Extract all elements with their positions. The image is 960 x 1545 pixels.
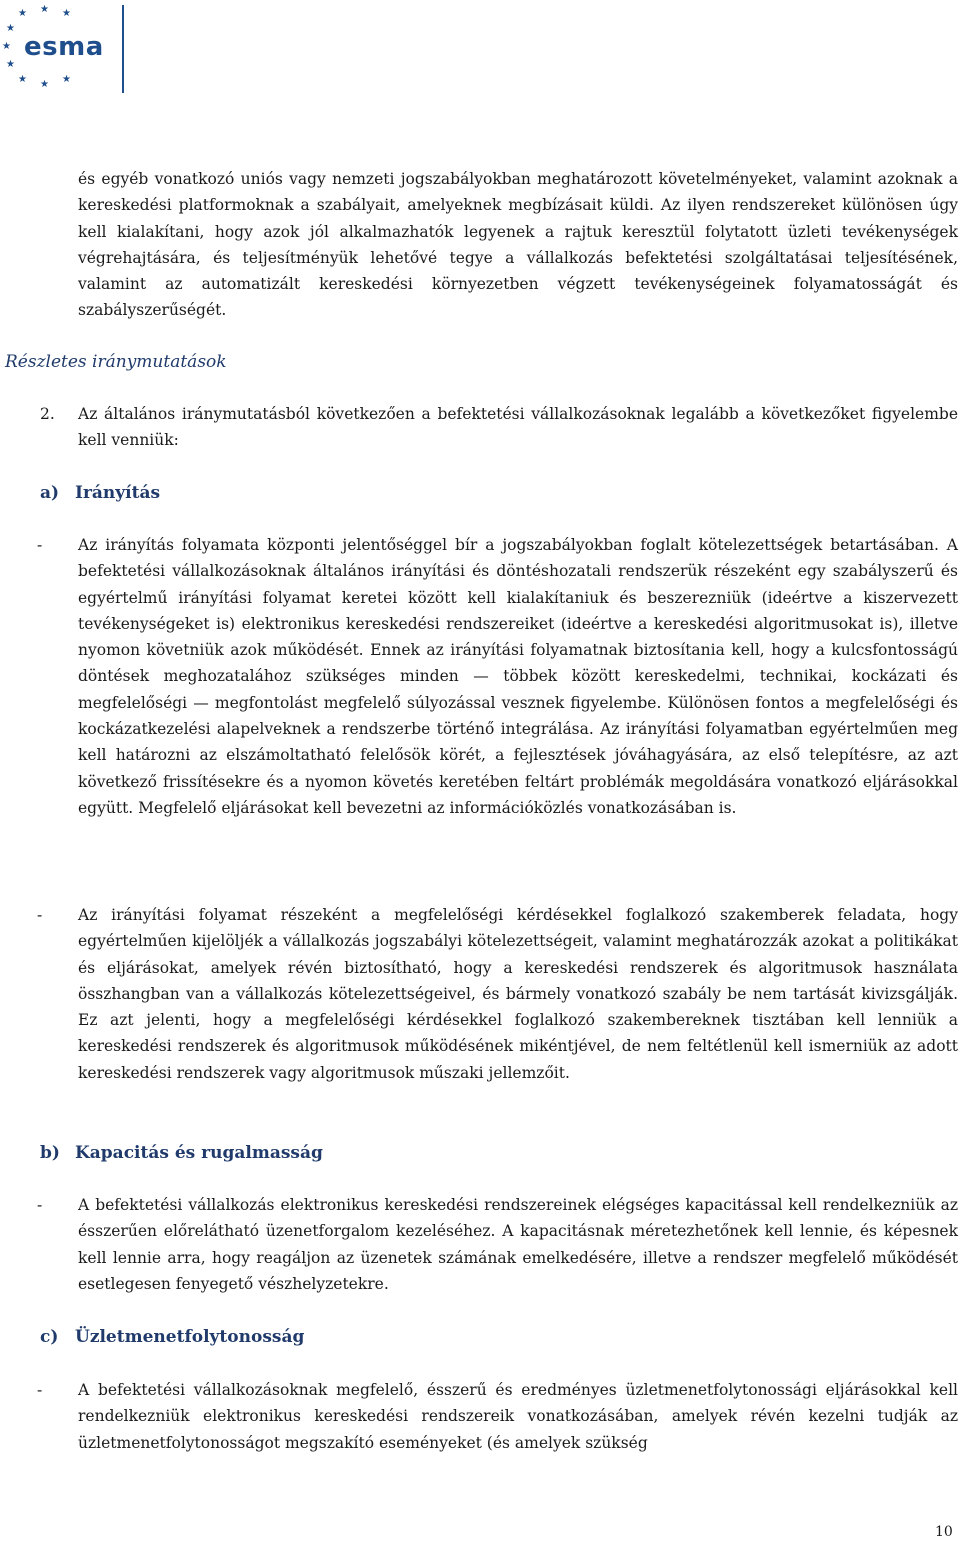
section-a-heading: Irányítás bbox=[75, 483, 161, 503]
bullet-dash: - bbox=[37, 536, 43, 554]
intro-paragraph: és egyéb vonatkozó uniós vagy nemzeti jogszabályokban meghatározott követelményeket, valamint azoknak a kereskedési platformoknak a szabályait, amelyeknek megbízásait küldi. Az ilyen rendszereket különösen úgy kell kialakítani, hogy azok jól alkalmazhatók legyenek a rajtuk keresztül folytatott üzleti tevékenységek végrehajtására, és teljesítményük lehetővé tegye a vállalkozás befektetési szolgáltatásai teljesítésének, valamint az automatizált kereskedési környezetben végzett tevékenységeinek folyamatosságát és szabályszerűségét. bbox=[78, 170, 958, 320]
bullet-dash: - bbox=[37, 1381, 43, 1399]
star-icon: ★ bbox=[18, 8, 27, 19]
star-icon: ★ bbox=[6, 59, 15, 70]
section-c-title bbox=[40, 1324, 304, 1350]
section-a-bullet-1: Az irányítás folyamata központi jelentőséggel bír a jogszabályokban foglalt kötelezettségek betartásában. A befektetési vállalkozásoknak általános irányítási és döntéshozatali rendszerük részeként egy szabályszerű és egyértelmű irányítási folyamat keretei között kell kialakítaniuk és beszerezniük (ideértve a kiszervezett tevékenységeket is) elektronikus kereskedési rendszereiket (ideértve a kereskedési algoritmusokat is), illetve nyomon követniük azok működését. Ennek az irányítási folyamatnak biztosítania kell, hogy a kulcsfontosságú döntések meghozatalához szükséges minden — többek között kereskedelmi, technikai, kockázati és megfelelőségi — megfontolást megfelelő súlyozással vesznek figyelembe. Különösen fontos a megfelelőségi és kockázatkezelési alapelveknek a rendszerbe történő integrálása. Az irányítási folyamatban egyértelműen meg kell határozni az elszámoltatható felelősök körét, a fejlesztések jóváhagyására, az első telepítésre, az azt következő frissítésekre és a nyomon követés keretében feltárt problémák megoldására vonatkozó eljárásokkal együtt. Megfelelő eljárásokat kell bevezetni az információközlés vonatkozásában is. bbox=[78, 536, 958, 817]
section-c-bullet-1: A befektetési vállalkozásoknak megfelelő, ésszerű és eredményes üzletmenetfolytonossági eljárásokkal kell rendelkezniük elektronikus kereskedési rendszereik vonatkozásában, amelyek révén kezelni tudják az üzletmenetfolytonosságot megszakító eseményeket (és amelyek szükség bbox=[78, 1381, 958, 1452]
star-icon: ★ bbox=[62, 74, 71, 85]
guidance-heading: Részletes iránymutatások bbox=[5, 352, 227, 372]
star-icon: ★ bbox=[62, 8, 71, 19]
star-icon: ★ bbox=[18, 74, 27, 85]
star-icon: ★ bbox=[40, 79, 49, 90]
section-c-label: c) bbox=[40, 1327, 59, 1347]
esma-logo bbox=[0, 0, 140, 100]
bullet-dash: - bbox=[37, 906, 43, 924]
star-icon: ★ bbox=[40, 4, 49, 15]
star-icon: ★ bbox=[2, 41, 11, 52]
point-2-text: Az általános iránymutatásból következően a befektetési vállalkozásoknak legalább a következőket figyelembe kell venniük: bbox=[78, 405, 958, 450]
bullet-dash: - bbox=[37, 1196, 43, 1214]
point-number: 2. bbox=[40, 405, 55, 423]
section-b-title bbox=[40, 1140, 323, 1166]
section-b-label: b) bbox=[40, 1143, 60, 1163]
section-b-heading: Kapacitás és rugalmasság bbox=[75, 1143, 323, 1163]
section-a-bullet-2: Az irányítási folyamat részeként a megfelelőségi kérdésekkel foglalkozó szakemberek feladata, hogy egyértelműen kijelöljék a vállalkozás jogszabályi kötelezettségeit, valamint meghatározzák azokat a politikákat és eljárásokat, amelyek révén biztosítható, hogy a kereskedési rendszerek és algoritmusok használata összhangban van a vállalkozás kötelezettségeivel, és bármely vonatkozó szabály be nem tartását kivizsgálják. Ez azt jelenti, hogy a megfelelőségi kérdésekkel foglalkozó szakembereknek tisztában kell lenniük a kereskedési rendszerek és algoritmusok működésének mikéntjével, de nem feltétlenül kell ismerniük az adott kereskedési rendszerek vagy algoritmusok műszaki jellemzőit. bbox=[78, 906, 958, 1082]
section-a-title bbox=[40, 480, 160, 506]
section-c-heading: Üzletmenetfolytonosság bbox=[75, 1327, 305, 1347]
logo-divider bbox=[122, 5, 124, 93]
section-b-bullet-1: A befektetési vállalkozás elektronikus kereskedési rendszereinek elégséges kapacitással kell rendelkezniük az ésszerűen előrelátható üzenetforgalom kezeléséhez. A kapacitásnak méretezhetőnek kell lennie, és képesnek kell lennie arra, hogy reagáljon az üzenetek számának emelkedésére, illetve a rendszer megfelelő működését esetlegesen fenyegető vészhelyzetekre. bbox=[78, 1196, 958, 1293]
section-a-label: a) bbox=[40, 483, 60, 503]
page-number: 10 bbox=[935, 1524, 953, 1540]
logo-text: esma bbox=[24, 32, 104, 62]
star-icon: ★ bbox=[6, 23, 15, 34]
